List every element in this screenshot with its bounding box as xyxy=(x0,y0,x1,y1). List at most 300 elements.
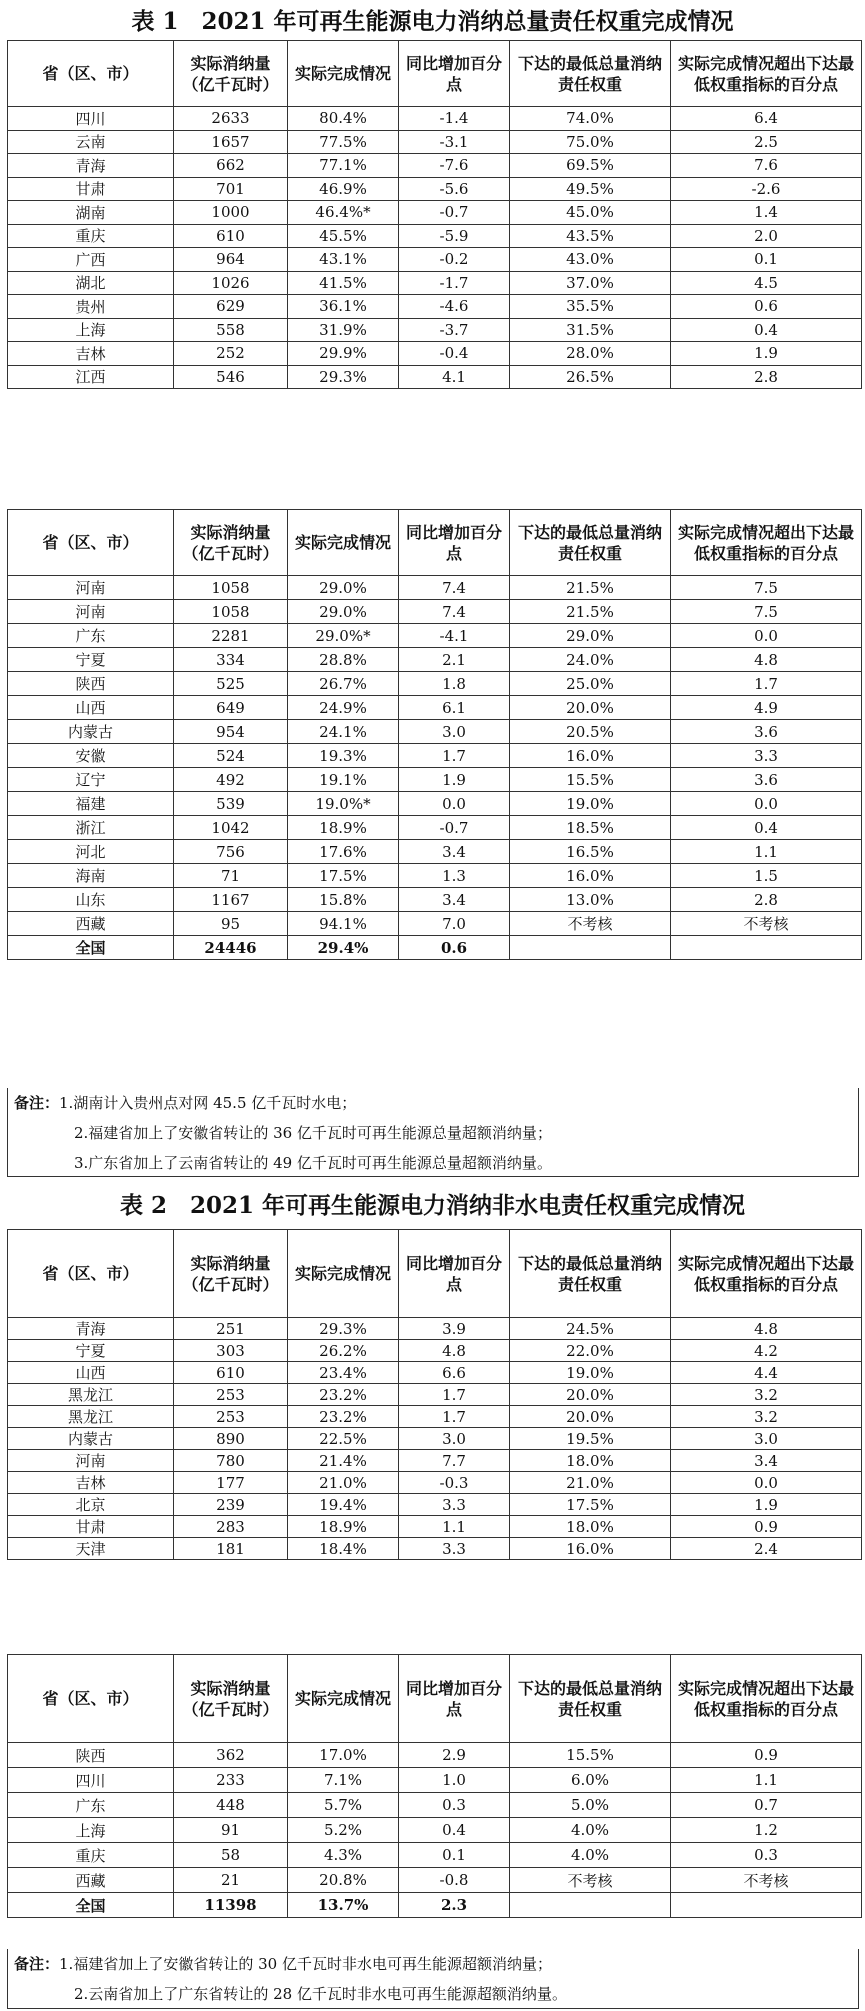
value-cell: 334 xyxy=(174,648,288,672)
value-cell: 0.1 xyxy=(399,1843,510,1868)
value-cell: 3.0 xyxy=(399,1428,510,1450)
province-cell: 天津 xyxy=(8,1538,174,1560)
column-header: 实际完成情况 xyxy=(288,1655,399,1743)
value-cell: 7.5 xyxy=(671,576,862,600)
value-cell: 不考核 xyxy=(510,1868,671,1893)
province-cell: 宁夏 xyxy=(8,648,174,672)
value-cell: 21.0% xyxy=(510,1472,671,1494)
table-row xyxy=(8,1318,862,1340)
value-cell: 26.2% xyxy=(288,1340,399,1362)
total-value-cell: 29.4% xyxy=(288,936,399,960)
value-cell: 19.4% xyxy=(288,1494,399,1516)
province-cell: 山西 xyxy=(8,696,174,720)
value-cell: 3.0 xyxy=(399,720,510,744)
value-cell: 19.0% xyxy=(510,1362,671,1384)
note-text: 2.云南省加上了广东省转让的 28 亿千瓦时非水电可再生能源超额消纳量。 xyxy=(74,1985,567,2003)
header-row xyxy=(8,510,862,576)
value-cell: -2.6 xyxy=(671,177,862,201)
table-row xyxy=(8,576,862,600)
province-cell: 河南 xyxy=(8,600,174,624)
value-cell: 0.4 xyxy=(671,816,862,840)
value-cell: 41.5% xyxy=(288,271,399,295)
value-cell: 13.0% xyxy=(510,888,671,912)
value-cell: 不考核 xyxy=(671,912,862,936)
province-cell: 贵州 xyxy=(8,295,174,319)
province-cell: 宁夏 xyxy=(8,1340,174,1362)
value-cell: 19.3% xyxy=(288,744,399,768)
table-row xyxy=(8,107,862,131)
value-cell: 91 xyxy=(174,1818,288,1843)
value-cell: 21.5% xyxy=(510,576,671,600)
value-cell: 3.3 xyxy=(399,1494,510,1516)
value-cell: -3.1 xyxy=(399,130,510,154)
table-row xyxy=(8,130,862,154)
column-header: 同比增加百分点 xyxy=(399,510,510,576)
value-cell: 20.8% xyxy=(288,1868,399,1893)
column-header: 实际消纳量（亿千瓦时） xyxy=(174,1230,288,1318)
value-cell: 29.9% xyxy=(288,342,399,366)
table1-notes xyxy=(7,1088,859,1177)
value-cell: 21.4% xyxy=(288,1450,399,1472)
value-cell: 26.7% xyxy=(288,672,399,696)
value-cell: 7.4 xyxy=(399,576,510,600)
total-value-cell: 0.6 xyxy=(399,936,510,960)
value-cell: 3.6 xyxy=(671,768,862,792)
value-cell: -4.6 xyxy=(399,295,510,319)
value-cell: 954 xyxy=(174,720,288,744)
table2-notes xyxy=(7,1949,859,2009)
value-cell: 4.9 xyxy=(671,696,862,720)
value-cell: 539 xyxy=(174,792,288,816)
column-header: 实际消纳量（亿千瓦时） xyxy=(174,510,288,576)
value-cell: 7.1% xyxy=(288,1768,399,1793)
province-cell: 河南 xyxy=(8,576,174,600)
value-cell: 3.9 xyxy=(399,1318,510,1340)
province-cell: 内蒙古 xyxy=(8,720,174,744)
total-value-cell: 13.7% xyxy=(288,1893,399,1918)
value-cell: 20.0% xyxy=(510,1384,671,1406)
value-cell: 662 xyxy=(174,154,288,178)
province-cell: 陕西 xyxy=(8,1743,174,1768)
value-cell: 6.4 xyxy=(671,107,862,131)
table2-part1 xyxy=(7,1229,862,1560)
province-cell: 云南 xyxy=(8,130,174,154)
value-cell: 0.9 xyxy=(671,1743,862,1768)
column-header: 实际完成情况超出下达最低权重指标的百分点 xyxy=(671,1655,862,1743)
value-cell: 0.3 xyxy=(399,1793,510,1818)
value-cell: -0.3 xyxy=(399,1472,510,1494)
value-cell: 43.0% xyxy=(510,248,671,272)
value-cell: 19.5% xyxy=(510,1428,671,1450)
value-cell: 29.0%* xyxy=(288,624,399,648)
table-row xyxy=(8,696,862,720)
province-cell: 内蒙古 xyxy=(8,1428,174,1450)
value-cell: -5.6 xyxy=(399,177,510,201)
province-cell: 广西 xyxy=(8,248,174,272)
province-cell: 福建 xyxy=(8,792,174,816)
province-cell: 青海 xyxy=(8,154,174,178)
value-cell: 15.8% xyxy=(288,888,399,912)
province-cell: 广东 xyxy=(8,624,174,648)
province-cell: 湖南 xyxy=(8,201,174,225)
table-row xyxy=(8,1340,862,1362)
value-cell: 不考核 xyxy=(510,912,671,936)
value-cell: 4.2 xyxy=(671,1340,862,1362)
value-cell: 18.0% xyxy=(510,1516,671,1538)
value-cell: 18.4% xyxy=(288,1538,399,1560)
value-cell: 15.5% xyxy=(510,768,671,792)
value-cell: 4.8 xyxy=(399,1340,510,1362)
table-row xyxy=(8,1494,862,1516)
value-cell: 1.1 xyxy=(399,1516,510,1538)
value-cell: 29.0% xyxy=(288,600,399,624)
total-value-cell: 24446 xyxy=(174,936,288,960)
value-cell: 0.0 xyxy=(399,792,510,816)
note-text: 3.广东省加上了云南省转让的 49 亿千瓦时可再生能源总量超额消纳量。 xyxy=(74,1154,552,1172)
column-header: 省（区、市） xyxy=(8,1230,174,1318)
value-cell: -7.6 xyxy=(399,154,510,178)
value-cell: -0.2 xyxy=(399,248,510,272)
value-cell: 1026 xyxy=(174,271,288,295)
note-line xyxy=(14,1088,858,1118)
value-cell: 181 xyxy=(174,1538,288,1560)
value-cell: 7.7 xyxy=(399,1450,510,1472)
value-cell: 3.0 xyxy=(671,1428,862,1450)
value-cell: 75.0% xyxy=(510,130,671,154)
note-line xyxy=(14,1949,858,1979)
table-row xyxy=(8,1362,862,1384)
note-line xyxy=(14,1979,858,2009)
table-row xyxy=(8,248,862,272)
value-cell: 0.0 xyxy=(671,792,862,816)
value-cell: 23.2% xyxy=(288,1406,399,1428)
table-row xyxy=(8,177,862,201)
province-cell: 安徽 xyxy=(8,744,174,768)
value-cell: 49.5% xyxy=(510,177,671,201)
column-header: 同比增加百分点 xyxy=(399,1230,510,1318)
value-cell: 1000 xyxy=(174,201,288,225)
value-cell: 1.9 xyxy=(671,342,862,366)
value-cell: 24.5% xyxy=(510,1318,671,1340)
value-cell: 1.7 xyxy=(399,744,510,768)
value-cell: 6.1 xyxy=(399,696,510,720)
province-cell: 黑龙江 xyxy=(8,1406,174,1428)
value-cell: 4.8 xyxy=(671,648,862,672)
value-cell: -1.4 xyxy=(399,107,510,131)
table-row xyxy=(8,201,862,225)
province-cell: 山东 xyxy=(8,888,174,912)
column-header: 实际完成情况 xyxy=(288,510,399,576)
value-cell: 28.8% xyxy=(288,648,399,672)
value-cell: 1058 xyxy=(174,576,288,600)
table-row xyxy=(8,1516,862,1538)
value-cell: 19.1% xyxy=(288,768,399,792)
table-row xyxy=(8,154,862,178)
province-cell: 山西 xyxy=(8,1362,174,1384)
table-row xyxy=(8,1743,862,1768)
value-cell: 24.0% xyxy=(510,648,671,672)
value-cell: 3.3 xyxy=(399,1538,510,1560)
header-row xyxy=(8,1655,862,1743)
table-row xyxy=(8,840,862,864)
value-cell: 不考核 xyxy=(671,1868,862,1893)
value-cell: 253 xyxy=(174,1406,288,1428)
province-cell: 四川 xyxy=(8,1768,174,1793)
value-cell: 3.6 xyxy=(671,720,862,744)
table-row xyxy=(8,224,862,248)
column-header: 下达的最低总量消纳责任权重 xyxy=(510,1655,671,1743)
value-cell: 303 xyxy=(174,1340,288,1362)
table-row xyxy=(8,1428,862,1450)
value-cell: 20.0% xyxy=(510,696,671,720)
value-cell: 233 xyxy=(174,1768,288,1793)
column-header: 下达的最低总量消纳责任权重 xyxy=(510,41,671,107)
value-cell: 629 xyxy=(174,295,288,319)
value-cell: 4.3% xyxy=(288,1843,399,1868)
value-cell: 28.0% xyxy=(510,342,671,366)
value-cell: 4.8 xyxy=(671,1318,862,1340)
value-cell: 24.9% xyxy=(288,696,399,720)
province-cell: 陕西 xyxy=(8,672,174,696)
value-cell: -0.7 xyxy=(399,816,510,840)
value-cell: 6.0% xyxy=(510,1768,671,1793)
note-label: 备注： xyxy=(14,1094,60,1112)
value-cell: 2.9 xyxy=(399,1743,510,1768)
value-cell: 1.1 xyxy=(671,1768,862,1793)
value-cell: -0.8 xyxy=(399,1868,510,1893)
table-row xyxy=(8,624,862,648)
value-cell: 4.4 xyxy=(671,1362,862,1384)
value-cell: 3.2 xyxy=(671,1384,862,1406)
column-header: 同比增加百分点 xyxy=(399,1655,510,1743)
total-value-cell xyxy=(671,1893,862,1918)
value-cell: 1657 xyxy=(174,130,288,154)
province-cell: 浙江 xyxy=(8,816,174,840)
value-cell: 18.9% xyxy=(288,816,399,840)
value-cell: 36.1% xyxy=(288,295,399,319)
province-cell: 甘肃 xyxy=(8,1516,174,1538)
value-cell: 253 xyxy=(174,1384,288,1406)
value-cell: 610 xyxy=(174,224,288,248)
province-cell: 河南 xyxy=(8,1450,174,1472)
province-cell: 上海 xyxy=(8,1818,174,1843)
province-cell: 北京 xyxy=(8,1494,174,1516)
value-cell: 31.9% xyxy=(288,318,399,342)
value-cell: 17.0% xyxy=(288,1743,399,1768)
value-cell: 3.4 xyxy=(399,840,510,864)
province-cell: 江西 xyxy=(8,365,174,389)
value-cell: 0.4 xyxy=(399,1818,510,1843)
value-cell: 5.2% xyxy=(288,1818,399,1843)
column-header: 实际完成情况 xyxy=(288,1230,399,1318)
value-cell: 16.0% xyxy=(510,864,671,888)
value-cell: 77.1% xyxy=(288,154,399,178)
note-text: 1.福建省加上了安徽省转让的 30 亿千瓦时非水电可再生能源超额消纳量； xyxy=(59,1955,552,1973)
note-text: 2.福建省加上了安徽省转让的 36 亿千瓦时可再生能源总量超额消纳量； xyxy=(74,1124,552,1142)
value-cell: 4.5 xyxy=(671,271,862,295)
value-cell: 2.5 xyxy=(671,130,862,154)
value-cell: 29.3% xyxy=(288,365,399,389)
province-cell: 青海 xyxy=(8,1318,174,1340)
value-cell: 649 xyxy=(174,696,288,720)
value-cell: -0.7 xyxy=(399,201,510,225)
value-cell: 20.5% xyxy=(510,720,671,744)
value-cell: 0.1 xyxy=(671,248,862,272)
column-header: 实际消纳量（亿千瓦时） xyxy=(174,1655,288,1743)
note-text: 1.湖南计入贵州点对网 45.5 亿千瓦时水电； xyxy=(59,1094,357,1112)
table-row xyxy=(8,888,862,912)
value-cell: -0.4 xyxy=(399,342,510,366)
value-cell: 24.1% xyxy=(288,720,399,744)
value-cell: 2.4 xyxy=(671,1538,862,1560)
value-cell: 2.0 xyxy=(671,224,862,248)
value-cell: 0.0 xyxy=(671,1472,862,1494)
value-cell: 80.4% xyxy=(288,107,399,131)
value-cell: 3.4 xyxy=(399,888,510,912)
value-cell: 16.0% xyxy=(510,1538,671,1560)
value-cell: -5.9 xyxy=(399,224,510,248)
province-cell: 河北 xyxy=(8,840,174,864)
column-header: 省（区、市） xyxy=(8,1655,174,1743)
value-cell: -1.7 xyxy=(399,271,510,295)
value-cell: 26.5% xyxy=(510,365,671,389)
province-cell: 湖北 xyxy=(8,271,174,295)
value-cell: 18.5% xyxy=(510,816,671,840)
value-cell: 69.5% xyxy=(510,154,671,178)
value-cell: 6.6 xyxy=(399,1362,510,1384)
value-cell: 177 xyxy=(174,1472,288,1494)
province-cell: 重庆 xyxy=(8,1843,174,1868)
value-cell: 21.0% xyxy=(288,1472,399,1494)
table-row xyxy=(8,1472,862,1494)
value-cell: 29.3% xyxy=(288,1318,399,1340)
value-cell: 0.6 xyxy=(671,295,862,319)
value-cell: 756 xyxy=(174,840,288,864)
table-row xyxy=(8,1450,862,1472)
total-label-cell: 全国 xyxy=(8,1893,174,1918)
table-row xyxy=(8,720,862,744)
value-cell: 7.4 xyxy=(399,600,510,624)
province-cell: 广东 xyxy=(8,1793,174,1818)
value-cell: 1.7 xyxy=(671,672,862,696)
province-cell: 上海 xyxy=(8,318,174,342)
value-cell: 3.3 xyxy=(671,744,862,768)
value-cell: 7.0 xyxy=(399,912,510,936)
value-cell: 362 xyxy=(174,1743,288,1768)
value-cell: 46.4%* xyxy=(288,201,399,225)
table-row xyxy=(8,1384,862,1406)
table-row xyxy=(8,816,862,840)
value-cell: 7.5 xyxy=(671,600,862,624)
value-cell: 35.5% xyxy=(510,295,671,319)
total-label-cell: 全国 xyxy=(8,936,174,960)
table2-part2 xyxy=(7,1654,862,1918)
value-cell: 2281 xyxy=(174,624,288,648)
value-cell: 1042 xyxy=(174,816,288,840)
value-cell: 45.0% xyxy=(510,201,671,225)
value-cell: 283 xyxy=(174,1516,288,1538)
table-row xyxy=(8,318,862,342)
value-cell: 94.1% xyxy=(288,912,399,936)
column-header: 实际消纳量（亿千瓦时） xyxy=(174,41,288,107)
value-cell: 492 xyxy=(174,768,288,792)
value-cell: 19.0% xyxy=(510,792,671,816)
value-cell: 0.9 xyxy=(671,1516,862,1538)
value-cell: 18.9% xyxy=(288,1516,399,1538)
value-cell: 525 xyxy=(174,672,288,696)
value-cell: 251 xyxy=(174,1318,288,1340)
table1-part1 xyxy=(7,40,862,389)
value-cell: 15.5% xyxy=(510,1743,671,1768)
value-cell: 1.7 xyxy=(399,1406,510,1428)
value-cell: -4.1 xyxy=(399,624,510,648)
column-header: 省（区、市） xyxy=(8,41,174,107)
value-cell: 16.5% xyxy=(510,840,671,864)
value-cell: 95 xyxy=(174,912,288,936)
value-cell: 46.9% xyxy=(288,177,399,201)
value-cell: 5.7% xyxy=(288,1793,399,1818)
value-cell: 17.5% xyxy=(510,1494,671,1516)
column-header: 实际完成情况超出下达最低权重指标的百分点 xyxy=(671,510,862,576)
value-cell: 37.0% xyxy=(510,271,671,295)
value-cell: 20.0% xyxy=(510,1406,671,1428)
table1-part2 xyxy=(7,509,862,960)
value-cell: 1.9 xyxy=(671,1494,862,1516)
total-row xyxy=(8,936,862,960)
value-cell: 780 xyxy=(174,1450,288,1472)
value-cell: 29.0% xyxy=(288,576,399,600)
value-cell: 546 xyxy=(174,365,288,389)
table1-title: 表 1 2021 年可再生能源电力消纳总量责任权重完成情况 xyxy=(131,8,734,35)
province-cell: 甘肃 xyxy=(8,177,174,201)
province-cell: 重庆 xyxy=(8,224,174,248)
value-cell: 77.5% xyxy=(288,130,399,154)
province-cell: 辽宁 xyxy=(8,768,174,792)
value-cell: 252 xyxy=(174,342,288,366)
province-cell: 黑龙江 xyxy=(8,1384,174,1406)
value-cell: 16.0% xyxy=(510,744,671,768)
table-row xyxy=(8,600,862,624)
province-cell: 西藏 xyxy=(8,1868,174,1893)
value-cell: 1167 xyxy=(174,888,288,912)
column-header: 实际完成情况超出下达最低权重指标的百分点 xyxy=(671,1230,862,1318)
value-cell: 1.1 xyxy=(671,840,862,864)
province-cell: 四川 xyxy=(8,107,174,131)
value-cell: 4.0% xyxy=(510,1843,671,1868)
value-cell: 21.5% xyxy=(510,600,671,624)
value-cell: 890 xyxy=(174,1428,288,1450)
value-cell: 19.0%* xyxy=(288,792,399,816)
column-header: 下达的最低总量消纳责任权重 xyxy=(510,1230,671,1318)
value-cell: 5.0% xyxy=(510,1793,671,1818)
value-cell: 2.1 xyxy=(399,648,510,672)
value-cell: 22.5% xyxy=(288,1428,399,1450)
value-cell: 2633 xyxy=(174,107,288,131)
value-cell: 1.2 xyxy=(671,1818,862,1843)
province-cell: 海南 xyxy=(8,864,174,888)
value-cell: 524 xyxy=(174,744,288,768)
table2-title: 表 2 2021 年可再生能源电力消纳非水电责任权重完成情况 xyxy=(119,1192,746,1219)
value-cell: 3.4 xyxy=(671,1450,862,1472)
header-row xyxy=(8,1230,862,1318)
province-cell: 吉林 xyxy=(8,342,174,366)
total-value-cell xyxy=(671,936,862,960)
header-row xyxy=(8,41,862,107)
table-row xyxy=(8,271,862,295)
table-row xyxy=(8,1843,862,1868)
value-cell: 0.4 xyxy=(671,318,862,342)
note-line xyxy=(14,1118,858,1148)
